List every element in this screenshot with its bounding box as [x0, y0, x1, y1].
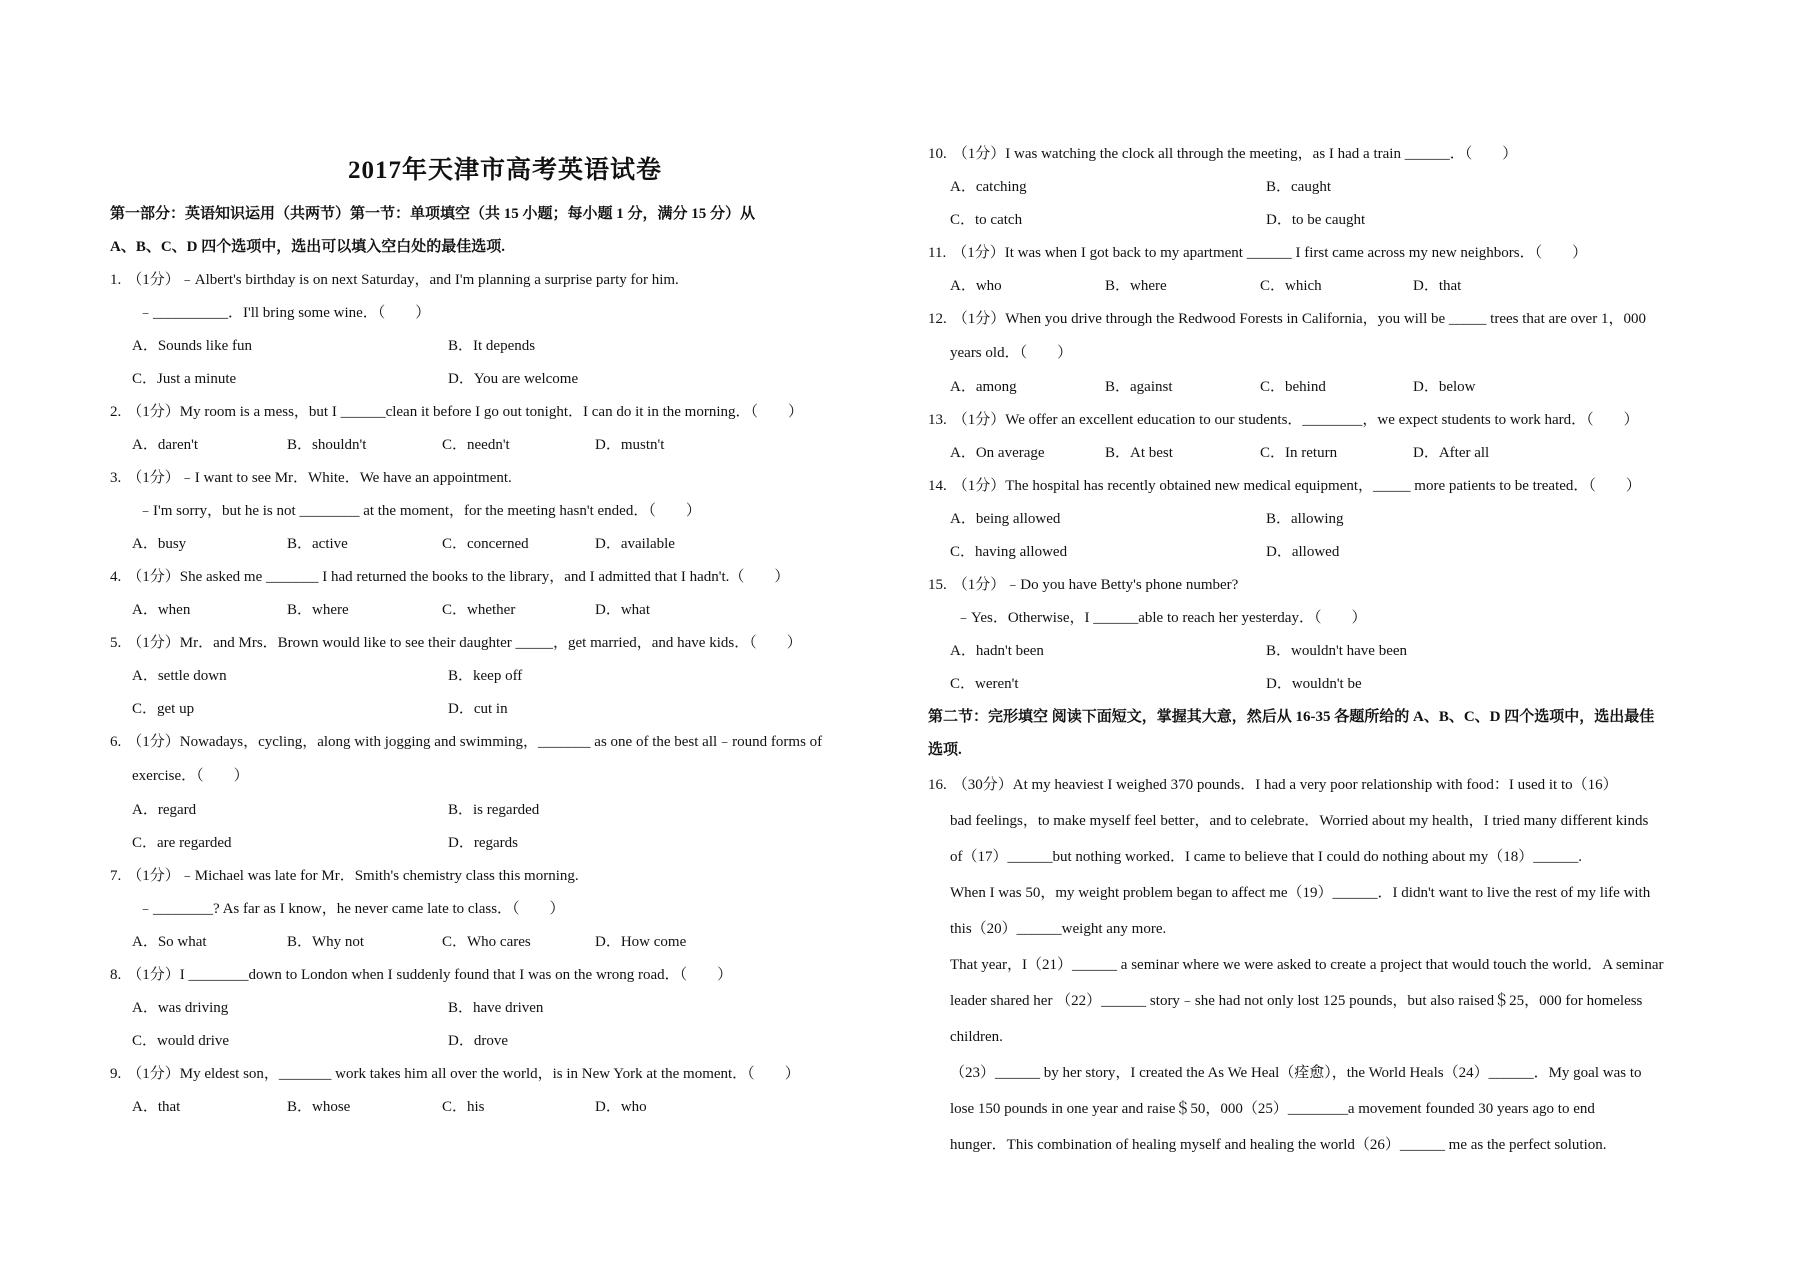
question-stem	[928, 404, 1718, 437]
question-stem	[110, 1058, 900, 1091]
option-d: D．below	[1413, 379, 1476, 395]
option-c: C．having allowed	[950, 544, 1068, 560]
passage-line: lose 150 pounds in one year and raise＄50，000（25）________a movement founded 30 years ago to end	[950, 1101, 1595, 1117]
options-row	[928, 635, 1718, 668]
option-d: D．available	[595, 536, 675, 552]
question-2	[110, 396, 900, 462]
question-text: （1分）My room is a mess，but I ______clean it before I go out tonight．I can do it in the morning．（ ）	[127, 404, 803, 420]
question-3	[110, 462, 900, 561]
question-9	[110, 1058, 900, 1124]
option-a: A．among	[950, 379, 1017, 395]
option-b: B．active	[287, 536, 348, 552]
passage-line: children.	[950, 1029, 1003, 1045]
question-number: 16.	[928, 777, 947, 793]
question-stem	[110, 627, 900, 660]
question-number: 14.	[928, 478, 947, 494]
option-d: D．wouldn't be	[1266, 676, 1362, 692]
question-text: （1分）I was watching the clock all through the meeting，as I had a train ______．（ ）	[952, 146, 1518, 162]
options-row	[110, 594, 900, 627]
question-1	[110, 264, 900, 396]
option-b: B．where	[287, 602, 349, 618]
question-stem	[110, 726, 900, 759]
options-row	[110, 827, 900, 860]
part1-heading: 第一部分：英语知识运用（共两节）第一节：单项填空（共 15 小题；每小题 1 分，满分 15 分）从 A、B、C、D 四个选项中，选出可以填入空白处的最佳选项.	[110, 206, 756, 255]
option-a: A．So what	[132, 934, 207, 950]
option-b: B．caught	[1266, 179, 1331, 195]
option-a: A．when	[132, 602, 191, 618]
page-title: 2017年天津市高考英语试卷	[347, 157, 662, 184]
question-continuation: exercise．（ ）	[132, 768, 249, 784]
option-a: A．daren't	[132, 437, 199, 453]
options-row	[110, 660, 900, 693]
option-d: D．cut in	[448, 701, 508, 717]
question-7	[110, 860, 900, 959]
option-b: B．against	[1105, 379, 1173, 395]
option-a: A．settle down	[132, 668, 227, 684]
option-c: C．would drive	[132, 1033, 230, 1049]
question-12	[928, 303, 1718, 404]
passage-line: hunger．This combination of healing myself and healing the world（26）______ me as the perfect solution.	[950, 1137, 1607, 1153]
question-6	[110, 726, 900, 860]
question-text: （1分）We offer an excellent education to our students．________，we expect students to work hard．（ ）	[952, 412, 1639, 428]
passage-line	[928, 767, 1718, 803]
question-dialogue-line: ﹣Yes．Otherwise，I ______able to reach her yesterday．（ ）	[956, 610, 1367, 626]
option-d: D．mustn't	[595, 437, 665, 453]
question-text: （1分）The hospital has recently obtained new medical equipment，_____ more patients to be treated．（ ）	[952, 478, 1641, 494]
question-14	[928, 470, 1718, 569]
question-15	[928, 569, 1718, 701]
question-stem	[110, 396, 900, 429]
option-d: D．what	[595, 602, 650, 618]
option-b: B．have driven	[448, 1000, 544, 1016]
cloze-passage	[928, 767, 1718, 1163]
question-text: （1分）When you drive through the Redwood Forests in California，you will be _____ trees that are over 1，000	[952, 311, 1646, 327]
options-row	[110, 363, 900, 396]
option-b: B．keep off	[448, 668, 523, 684]
question-stem	[110, 561, 900, 594]
option-d: D．drove	[448, 1033, 508, 1049]
passage-line: When I was 50，my weight problem began to affect me（19）______．I didn't want to live the rest of my life with	[950, 885, 1651, 901]
question-stem	[110, 959, 900, 992]
option-a: A．Sounds like fun	[132, 338, 253, 354]
question-number: 5.	[110, 635, 122, 651]
question-number: 13.	[928, 412, 947, 428]
option-d: D．After all	[1413, 445, 1490, 461]
question-stem	[928, 569, 1718, 602]
right-column	[928, 0, 1718, 1163]
option-c: C．are regarded	[132, 835, 232, 851]
question-dialogue-line: ﹣________? As far as I know，he never came late to class．（ ）	[138, 901, 565, 917]
option-b: B．wouldn't have been	[1266, 643, 1408, 659]
options-row	[928, 437, 1718, 470]
part2-heading: 第二节：完形填空 阅读下面短文，掌握其大意，然后从 16-35 各题所给的 A、B、C、D 四个选项中，选出最佳 选项.	[928, 709, 1655, 758]
option-d: D．How come	[595, 934, 687, 950]
option-c: C．to catch	[950, 212, 1023, 228]
question-text: （1分）﹣Albert's birthday is on next Saturday，and I'm planning a surprise party for him.	[127, 272, 679, 288]
passage-line: of（17）______but nothing worked．I came to believe that I could do nothing about my（18）______.	[950, 849, 1582, 865]
option-d: D．who	[595, 1099, 647, 1115]
options-row	[110, 794, 900, 827]
option-d: D．You are welcome	[448, 371, 579, 387]
option-c: C．Who cares	[442, 934, 531, 950]
options-row	[110, 693, 900, 726]
options-row	[928, 171, 1718, 204]
question-number: 3.	[110, 470, 122, 486]
question-text: （1分）My eldest son，_______ work takes him all over the world，is in New York at the moment．（ ）	[127, 1066, 800, 1082]
option-c: C．get up	[132, 701, 195, 717]
option-c: C．weren't	[950, 676, 1019, 692]
question-number: 2.	[110, 404, 122, 420]
option-b: B．Why not	[287, 934, 365, 950]
options-row	[110, 992, 900, 1025]
question-text: （1分）Mr．and Mrs．Brown would like to see their daughter _____，get married，and have kids．（ ）	[127, 635, 802, 651]
option-b: B．is regarded	[448, 802, 540, 818]
option-c: C．In return	[1260, 445, 1338, 461]
option-d: D．allowed	[1266, 544, 1340, 560]
option-c: C．needn't	[442, 437, 510, 453]
options-row	[928, 371, 1718, 404]
question-text: （1分）She asked me _______ I had returned the books to the library，and I admitted that I hadn't.（ ）	[127, 569, 790, 585]
question-number: 8.	[110, 967, 122, 983]
options-row	[928, 204, 1718, 237]
question-text: （1分）﹣Do you have Betty's phone number?	[952, 577, 1239, 593]
question-13	[928, 404, 1718, 470]
option-c: C．Just a minute	[132, 371, 237, 387]
question-stem	[928, 237, 1718, 270]
options-row	[928, 503, 1718, 536]
option-a: A．that	[132, 1099, 181, 1115]
passage-line: （23）______ by her story，I created the As We Heal（痊愈），the World Heals（24）______．My goal was to	[950, 1065, 1642, 1081]
passage-line: this（20）______weight any more.	[950, 921, 1167, 937]
option-d: D．to be caught	[1266, 212, 1366, 228]
question-text: （1分）﹣I want to see Mr．White．We have an appointment.	[127, 470, 512, 486]
option-a: A．busy	[132, 536, 187, 552]
question-dialogue-line: ﹣I'm sorry，but he is not ________ at the moment，for the meeting hasn't ended．（ ）	[138, 503, 701, 519]
question-stem	[928, 470, 1718, 503]
option-c: C．behind	[1260, 379, 1326, 395]
left-column	[110, 0, 900, 1124]
option-c: C．concerned	[442, 536, 529, 552]
option-a: A．catching	[950, 179, 1027, 195]
option-b: B．At best	[1105, 445, 1173, 461]
option-b: B．shouldn't	[287, 437, 367, 453]
option-c: C．which	[1260, 278, 1322, 294]
option-b: B．It depends	[448, 338, 536, 354]
options-row	[110, 330, 900, 363]
question-11	[928, 237, 1718, 303]
option-a: A．hadn't been	[950, 643, 1044, 659]
option-d: D．that	[1413, 278, 1462, 294]
options-row	[110, 926, 900, 959]
option-a: A．was driving	[132, 1000, 229, 1016]
question-stem	[110, 462, 900, 495]
question-stem	[110, 264, 900, 297]
passage-line: bad feelings，to make myself feel better，and to celebrate．Worried about my health，I tried many different kinds	[950, 813, 1649, 829]
options-row	[928, 536, 1718, 569]
question-text: （1分）It was when I got back to my apartment ______ I first came across my new neighbors．（ ）	[952, 245, 1588, 261]
question-number: 4.	[110, 569, 122, 585]
question-text: （1分）I ________down to London when I suddenly found that I was on the wrong road．（ ）	[127, 967, 733, 983]
question-text: （1分）Nowadays，cycling，along with jogging and swimming，_______ as one of the best all﹣round forms of	[127, 734, 823, 750]
question-number: 15.	[928, 577, 947, 593]
question-4	[110, 561, 900, 627]
options-row	[110, 1091, 900, 1124]
option-a: A．regard	[132, 802, 197, 818]
question-number: 9.	[110, 1066, 122, 1082]
question-number: 11.	[928, 245, 947, 261]
option-a: A．being allowed	[950, 511, 1061, 527]
question-number: 10.	[928, 146, 947, 162]
option-c: C．his	[442, 1099, 485, 1115]
question-stem	[110, 860, 900, 893]
options-row	[110, 1025, 900, 1058]
question-number: 6.	[110, 734, 122, 750]
options-row	[110, 528, 900, 561]
option-b: B．whose	[287, 1099, 351, 1115]
passage-text: （30分）At my heaviest I weighed 370 pounds．I had a very poor relationship with food：I used it to（16）	[952, 777, 1618, 793]
passage-line: leader shared her （22）______ story﹣she had not only lost 125 pounds，but also raised＄25，000 for homeless	[950, 993, 1643, 1009]
option-a: A．who	[950, 278, 1002, 294]
question-text: （1分）﹣Michael was late for Mr．Smith's chemistry class this morning.	[127, 868, 579, 884]
option-d: D．regards	[448, 835, 518, 851]
option-b: B．allowing	[1266, 511, 1344, 527]
question-number: 12.	[928, 311, 947, 327]
option-a: A．On average	[950, 445, 1045, 461]
question-number: 1.	[110, 272, 122, 288]
options-row	[928, 668, 1718, 701]
options-row	[110, 429, 900, 462]
question-dialogue-line: ﹣__________．I'll bring some wine．（ ）	[138, 305, 431, 321]
option-b: B．where	[1105, 278, 1167, 294]
question-8	[110, 959, 900, 1058]
question-stem	[928, 303, 1718, 336]
question-continuation: years old．（ ）	[950, 345, 1073, 361]
option-c: C．whether	[442, 602, 516, 618]
question-5	[110, 627, 900, 726]
question-stem	[928, 138, 1718, 171]
passage-line: That year，I（21）______ a seminar where we were asked to create a project that would touch the world．A seminar	[950, 957, 1664, 973]
question-10	[928, 138, 1718, 237]
question-number: 7.	[110, 868, 122, 884]
options-row	[928, 270, 1718, 303]
